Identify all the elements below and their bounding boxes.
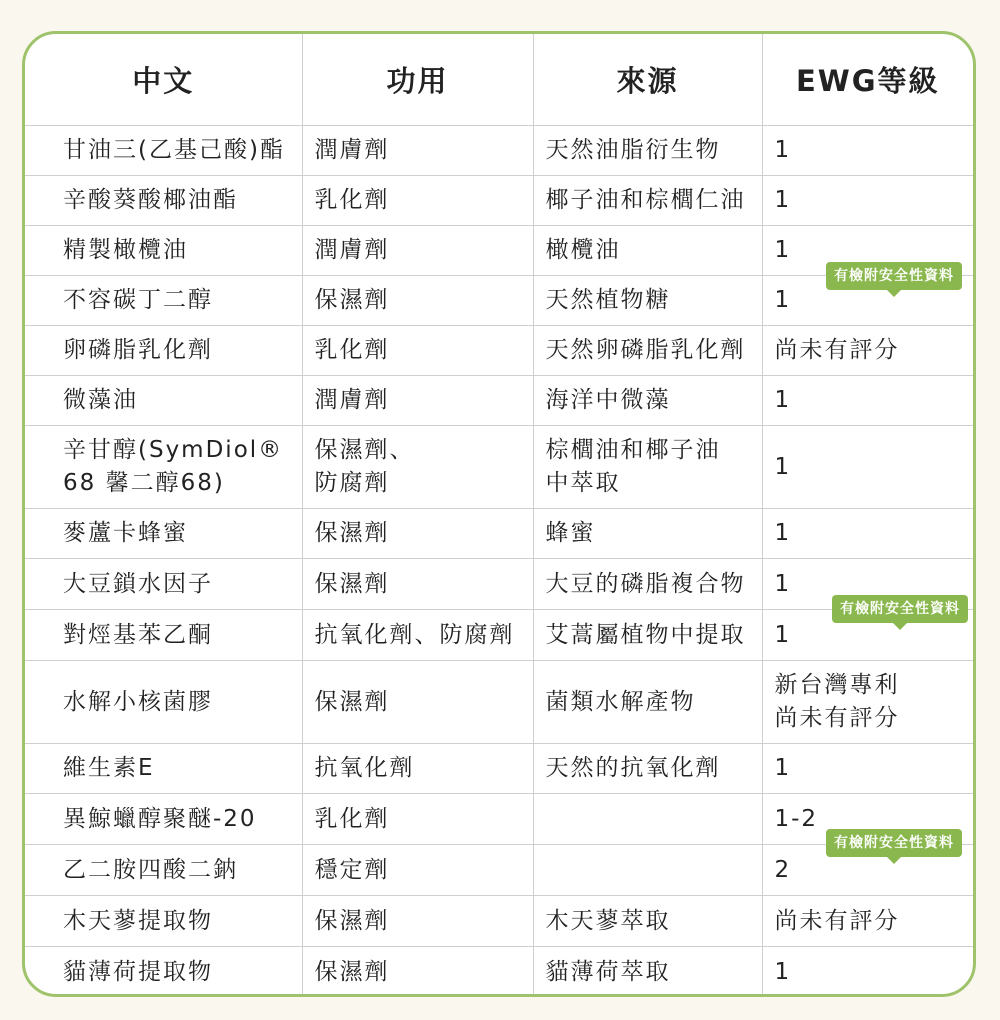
cell-ewg: 1-2 (762, 794, 973, 845)
table-row (25, 426, 973, 509)
cell-name: 乙二胺四酸二鈉 (25, 845, 302, 896)
table-row (25, 509, 973, 559)
cell-name: 甘油三(乙基己酸)酯 (25, 126, 302, 176)
cell-ewg: 1 (762, 509, 973, 559)
cell-name: 異鯨蠟醇聚醚-20 (25, 794, 302, 845)
cell-name: 木天蓼提取物 (25, 896, 302, 947)
header-chinese: 中文 (25, 34, 302, 126)
cell-source-line2: 中萃取 (545, 470, 621, 496)
cell-source: 橄欖油 (533, 226, 762, 276)
cell-function: 乳化劑 (302, 326, 533, 376)
cell-ewg: 尚未有評分 (762, 326, 973, 376)
cell-name: 對烴基苯乙酮 (25, 610, 302, 661)
cell-function: 保濕劑 (302, 559, 533, 610)
cell-name: 卵磷脂乳化劑 (25, 326, 302, 376)
cell-function: 乳化劑 (302, 176, 533, 226)
cell-function: 潤膚劑 (302, 376, 533, 426)
cell-source: 海洋中微藻 (533, 376, 762, 426)
cell-source (533, 845, 762, 896)
cell-function: 保濕劑 (302, 896, 533, 947)
cell-ewg: 2 (762, 845, 973, 896)
cell-source: 天然卵磷脂乳化劑 (533, 326, 762, 376)
cell-function: 潤膚劑 (302, 126, 533, 176)
cell-ewg-line1: 新台灣專利 (774, 672, 900, 698)
cell-name: 精製橄欖油 (25, 226, 302, 276)
table-row (25, 610, 973, 661)
cell-ewg: 1 (762, 376, 973, 426)
table-row (25, 176, 973, 226)
table-row (25, 744, 973, 794)
cell-function: 潤膚劑 (302, 226, 533, 276)
cell-ewg: 1 (762, 226, 973, 276)
cell-function: 保濕劑 (302, 947, 533, 998)
cell-name-line2: 68 馨二醇68) (63, 470, 225, 496)
header-function: 功用 (302, 34, 533, 126)
cell-source: 椰子油和棕櫚仁油 (533, 176, 762, 226)
cell-function: 穩定劑 (302, 845, 533, 896)
cell-name: 貓薄荷提取物 (25, 947, 302, 998)
cell-name: 水解小核菌膠 (25, 661, 302, 744)
cell-source: 貓薄荷萃取 (533, 947, 762, 998)
cell-name: 麥蘆卡蜂蜜 (25, 509, 302, 559)
header-ewg: EWG等級 (762, 34, 973, 126)
cell-ewg (762, 661, 973, 744)
cell-name: 微藻油 (25, 376, 302, 426)
cell-name (25, 426, 302, 509)
cell-name: 大豆鎖水因子 (25, 559, 302, 610)
safety-data-badge: 有檢附安全性資料 (826, 829, 962, 857)
cell-source (533, 426, 762, 509)
cell-source: 蜂蜜 (533, 509, 762, 559)
cell-ewg: 尚未有評分 (762, 896, 973, 947)
cell-function: 抗氧化劑、防腐劑 (302, 610, 533, 661)
cell-function: 乳化劑 (302, 794, 533, 845)
cell-function: 保濕劑 (302, 661, 533, 744)
cell-source: 艾蒿屬植物中提取 (533, 610, 762, 661)
cell-ewg: 1 (762, 176, 973, 226)
cell-source: 菌類水解產物 (533, 661, 762, 744)
safety-data-badge: 有檢附安全性資料 (832, 595, 968, 623)
header-row (25, 34, 973, 126)
cell-ewg: 1 (762, 126, 973, 176)
cell-function: 保濕劑 (302, 509, 533, 559)
cell-name: 不容碳丁二醇 (25, 276, 302, 326)
cell-name: 辛酸葵酸椰油酯 (25, 176, 302, 226)
cell-function: 抗氧化劑 (302, 744, 533, 794)
cell-ewg: 1 (762, 559, 973, 610)
table-row (25, 661, 973, 744)
cell-ewg: 1 (762, 610, 973, 661)
cell-source: 天然油脂衍生物 (533, 126, 762, 176)
cell-source: 天然植物糖 (533, 276, 762, 326)
cell-source (533, 794, 762, 845)
cell-source: 大豆的磷脂複合物 (533, 559, 762, 610)
table-row (25, 947, 973, 998)
table-row (25, 559, 973, 610)
cell-ewg: 1 (762, 426, 973, 509)
cell-source: 天然的抗氧化劑 (533, 744, 762, 794)
cell-function (302, 426, 533, 509)
safety-data-badge: 有檢附安全性資料 (826, 262, 962, 290)
cell-name: 維生素E (25, 744, 302, 794)
cell-ewg: 1 (762, 744, 973, 794)
cell-source: 木天蓼萃取 (533, 896, 762, 947)
cell-name-line1: 辛甘醇(SymDiol® (63, 437, 284, 463)
cell-ewg: 1 (762, 276, 973, 326)
cell-function-line1: 保濕劑、 (314, 437, 415, 463)
cell-source-line1: 棕櫚油和椰子油 (545, 437, 721, 463)
cell-ewg: 1 (774, 958, 792, 985)
cell-function: 保濕劑 (302, 276, 533, 326)
cell-function-line2: 防腐劑 (314, 470, 390, 496)
table-row (25, 376, 973, 426)
table-row (25, 896, 973, 947)
header-source: 來源 (533, 34, 762, 126)
table-row (25, 126, 973, 176)
table-row (25, 326, 973, 376)
cell-ewg-line2: 尚未有評分 (774, 705, 900, 731)
